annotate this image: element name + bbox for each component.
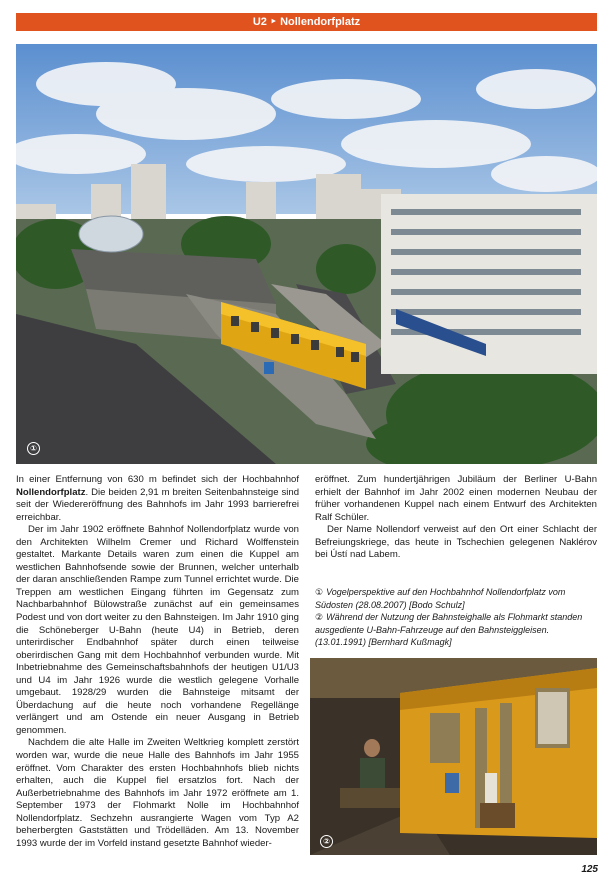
photo-flea-market-train — [310, 658, 597, 855]
photo-marker-1: ① — [27, 442, 40, 455]
arrow-icon: ‣ — [269, 16, 278, 28]
paragraph-2: Der im Jahr 1902 eröffnete Bahnhof Nollendorfplatz wurde von den Architekten Wilhelm Cremer und Richard Wolffenstein gestaltet. Markante Details waren zum einen die Kuppel am westlichen Bahnhofsende sowie der Brunnen, welcher unterhalb der daran anschließenden Rampe zum Tunnel errichtet wurde. Die Treppen am westlichen Eingang führten im Gegensatz zum Nachbarbahnhof Bülowstraße zunächst auf ein gemeinsames Podest und von dort weiter zu den Bahnsteigen. Im Jahr 1910 ging die Schöneberger U-Bahn (heute U4) in Betrieb, deren unterirdischer Endbahnhof später durch einen teilweise oberirdischen Gang mit dem Hochbahnhof verbunden wurde. Mit Inbetriebnahme des Gemeinschaftsbahnhofs der heutigen U1/U3 und U4 im Jahr 1926 wurde die westlich gelegene Vorhalle umgebaut. 1928/29 wurden die Bahnsteige mitsamt der Überdachung auf die heute noch vorhandene Regellänge verlängert und am Ostende ein neuer Ausgang in Betrieb genommen. — [16, 524, 299, 736]
photo-marker-2: ② — [320, 835, 333, 848]
photo-nollendorfplatz-aerial — [16, 44, 597, 464]
caption-1: ① Vogelperspektive auf den Hochbahnhof Nollendorfplatz vom Südosten (28.08.2007) [Bodo Schulz] — [315, 587, 566, 610]
text-column-right — [315, 474, 597, 562]
paragraph-1: In einer Entfernung von 630 m befindet sich der Hochbahnhof Nollendorfplatz. Die beiden 2,91 m breiten Seitenbahnsteige sind seit der Wiedereröffnung des Bahnhofs im Jahr 1993 barrierefrei erreichbar. — [16, 474, 299, 523]
line-label: U2 — [252, 16, 267, 28]
station-name-bold: Nollendorfplatz — [16, 486, 86, 498]
aerial-photo-illustration — [16, 44, 597, 464]
paragraph-4: eröffnet. Zum hundertjährigen Jubiläum der Berliner U-Bahn erhielt der Bahnhof im Jahr 2002 einen modernen Neubau der früher vorhandenen Kuppel nach einem Entwurf des Architekten Ralf Schüler. — [315, 474, 597, 523]
flea-market-photo-illustration — [310, 658, 597, 855]
photo-captions — [315, 586, 597, 649]
text-column-left — [16, 474, 299, 850]
paragraph-5: Der Name Nollendorf verweist auf den Ort einer Schlacht der Befreiungskriege, das heute in Tschechien gelegenen Naklérov bei Ústí nad Labem. — [315, 524, 597, 561]
caption-2: ② Während der Nutzung der Bahnsteighalle als Flohmarkt standen ausgediente U-Bahn-Fahrzeuge auf den Bahnsteiggleisen. (13.01.1991) [Bernhard Kußmagk] — [315, 612, 583, 647]
chapter-header — [16, 13, 597, 31]
paragraph-3: Nachdem die alte Halle im Zweiten Weltkrieg komplett zerstört worden war, wurde die neue Halle des Bahnhofs im Jahr 1955 eröffnet. Vom Charakter des ersten Hochbahnhofs blieb nichts erhalten, auch die Kuppel fiel ersatzlos fort. Nach der Außerbetriebnahme des Bahnhofs im Jahr 1972 eröffnete am 1. September 1973 der Flohmarkt Nolle im Hochbahnhof Nollendorfplatz. Sechzehn ausrangierte Wagen vom Typ A2 beherbergten Gaststätten und Trödelläden. Am 13. November 1993 wurde der im Vorfeld instand gesetzte Bahnhof wieder- — [16, 737, 299, 849]
station-label: Nollendorfplatz — [280, 16, 361, 28]
page-number: 125 — [581, 864, 598, 875]
